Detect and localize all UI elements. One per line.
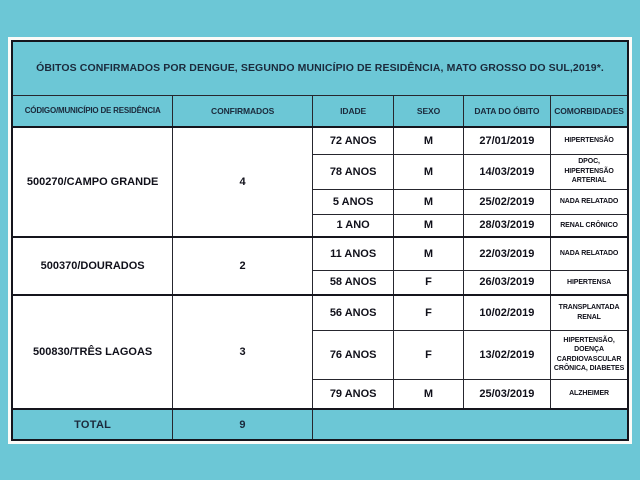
data-obito-cell: 25/02/2019 — [463, 189, 550, 214]
comorbidades-cell: NADA RELATADO — [551, 189, 628, 214]
data-obito-cell: 25/03/2019 — [463, 379, 550, 409]
sexo-cell: F — [394, 270, 463, 295]
idade-cell: 58 ANOS — [312, 270, 393, 295]
comorbidades-cell: DPOC, HIPERTENSÃO ARTERIAL — [551, 154, 628, 189]
col-header-data-obito: DATA DO ÓBITO — [463, 95, 550, 127]
sexo-cell: F — [394, 330, 463, 379]
comorbidades-cell: HIPERTENSÃO, DOENÇA CARDIOVASCULAR CRÔNICA, DIABETES — [551, 330, 628, 379]
data-obito-cell: 13/02/2019 — [463, 330, 550, 379]
confirmados-cell: 2 — [173, 237, 313, 295]
idade-cell: 5 ANOS — [312, 189, 393, 214]
col-header-confirmados: CONFIRMADOS — [173, 95, 313, 127]
idade-cell: 72 ANOS — [312, 127, 393, 154]
municipio-cell: 500270/CAMPO GRANDE — [12, 127, 173, 237]
sexo-cell: M — [394, 154, 463, 189]
table-row — [12, 295, 628, 330]
total-label-cell: TOTAL — [12, 409, 173, 440]
col-header-comorbidades: COMORBIDADES — [551, 95, 628, 127]
sexo-cell: M — [394, 189, 463, 214]
idade-cell: 76 ANOS — [312, 330, 393, 379]
total-empty-cell — [312, 409, 628, 440]
col-header-sexo: SEXO — [394, 95, 463, 127]
col-header-codigo-municipio: CÓDIGO/MUNICÍPIO DE RESIDÊNCIA — [12, 95, 173, 127]
data-obito-cell: 28/03/2019 — [463, 214, 550, 237]
dengue-obitos-table — [11, 40, 629, 441]
comorbidades-cell: NADA RELATADO — [551, 237, 628, 270]
data-obito-cell: 22/03/2019 — [463, 237, 550, 270]
sexo-cell: M — [394, 127, 463, 154]
confirmados-cell: 4 — [173, 127, 313, 237]
total-value-cell: 9 — [173, 409, 313, 440]
comorbidades-cell: ALZHEIMER — [551, 379, 628, 409]
table-row — [12, 237, 628, 270]
data-obito-cell: 14/03/2019 — [463, 154, 550, 189]
comorbidades-cell: RENAL CRÔNICO — [551, 214, 628, 237]
confirmados-cell: 3 — [173, 295, 313, 409]
sexo-cell: M — [394, 237, 463, 270]
comorbidades-cell: HIPERTENSÃO — [551, 127, 628, 154]
table-row — [12, 127, 628, 154]
col-header-idade: IDADE — [312, 95, 393, 127]
data-obito-cell: 27/01/2019 — [463, 127, 550, 154]
municipio-cell: 500830/TRÊS LAGOAS — [12, 295, 173, 409]
idade-cell: 79 ANOS — [312, 379, 393, 409]
data-obito-cell: 10/02/2019 — [463, 295, 550, 330]
sexo-cell: F — [394, 295, 463, 330]
comorbidades-cell: TRANSPLANTADA RENAL — [551, 295, 628, 330]
total-row — [12, 409, 628, 440]
idade-cell: 11 ANOS — [312, 237, 393, 270]
header-row — [12, 95, 628, 127]
comorbidades-cell: HIPERTENSA — [551, 270, 628, 295]
table-frame — [8, 37, 632, 444]
idade-cell: 56 ANOS — [312, 295, 393, 330]
table-title: ÓBITOS CONFIRMADOS POR DENGUE, SEGUNDO MUNICÍPIO DE RESIDÊNCIA, MATO GROSSO DO SUL,2019*. — [12, 41, 628, 95]
idade-cell: 1 ANO — [312, 214, 393, 237]
sexo-cell: M — [394, 214, 463, 237]
idade-cell: 78 ANOS — [312, 154, 393, 189]
sexo-cell: M — [394, 379, 463, 409]
data-obito-cell: 26/03/2019 — [463, 270, 550, 295]
municipio-cell: 500370/DOURADOS — [12, 237, 173, 295]
